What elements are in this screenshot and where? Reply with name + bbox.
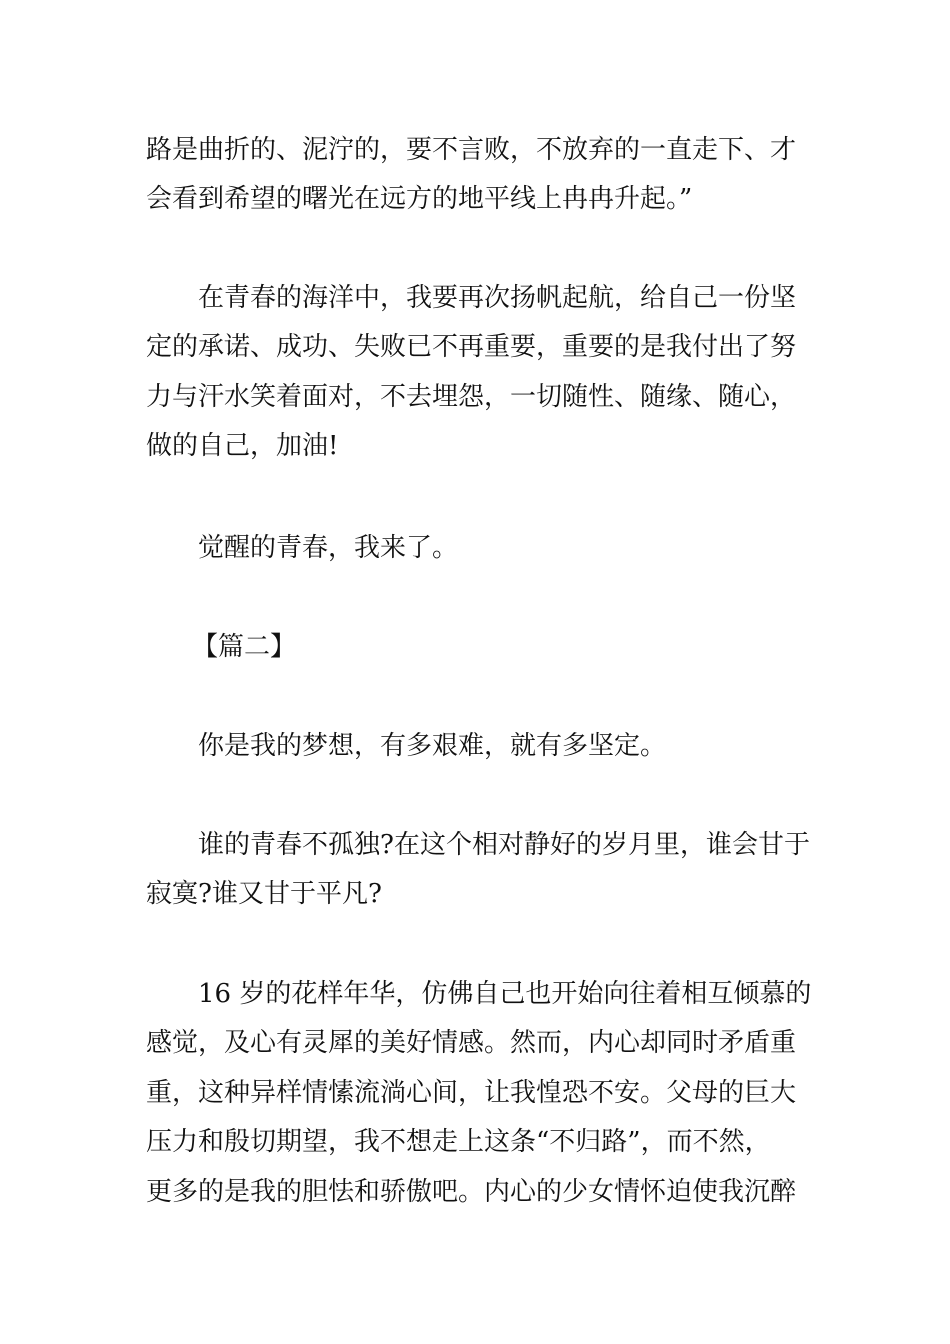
text-line: 你是我的梦想，有多艰难，就有多坚定。 [198, 731, 667, 761]
text-line: 更多的是我的胆怯和骄傲吧。内心的少女情怀迫使我沉醉 [146, 1176, 797, 1207]
text-line: 定的承诺、成功、失败已不再重要，重要的是我付出了努 [146, 332, 797, 363]
paragraph-sixteen [146, 970, 810, 1217]
paragraph-dream [146, 722, 810, 771]
text-line: 16 岁的花样年华，仿佛自己也开始向往着相互倾慕的 [198, 979, 812, 1009]
paragraph-road [146, 126, 810, 225]
text-line: 力与汗水笑着面对，不去埋怨，一切随性、随缘、随心， [146, 381, 797, 412]
text-line: 压力和殷切期望，我不想走上这条“不归路”，而不然， [146, 1127, 771, 1158]
text-line: 寂寞?谁又甘于平凡? [146, 879, 382, 910]
text-line: 觉醒的青春，我来了。 [198, 533, 459, 563]
text-line: 做的自己，加油! [146, 431, 339, 462]
text-line: 重，这种异样情愫流淌心间，让我惶恐不安。父母的巨大 [146, 1077, 797, 1108]
paragraph-awakening [146, 524, 810, 573]
text-line: 路是曲折的、泥泞的，要不言败，不放弃的一直走下、才 [146, 135, 797, 165]
section-heading [146, 623, 810, 672]
text-line: 谁的青春不孤独?在这个相对静好的岁月里，谁会甘于 [198, 830, 810, 860]
paragraph-lonely [146, 821, 810, 920]
text-line: 在青春的海洋中，我要再次扬帆起航，给自己一份坚 [198, 283, 797, 313]
text-line: 会看到希望的曙光在远方的地平线上冉冉升起。” [146, 184, 693, 215]
text-line: 感觉，及心有灵犀的美好情感。然而，内心却同时矛盾重 [146, 1028, 797, 1059]
paragraph-ocean [146, 274, 810, 472]
text-line: 【篇二】 [192, 632, 297, 662]
